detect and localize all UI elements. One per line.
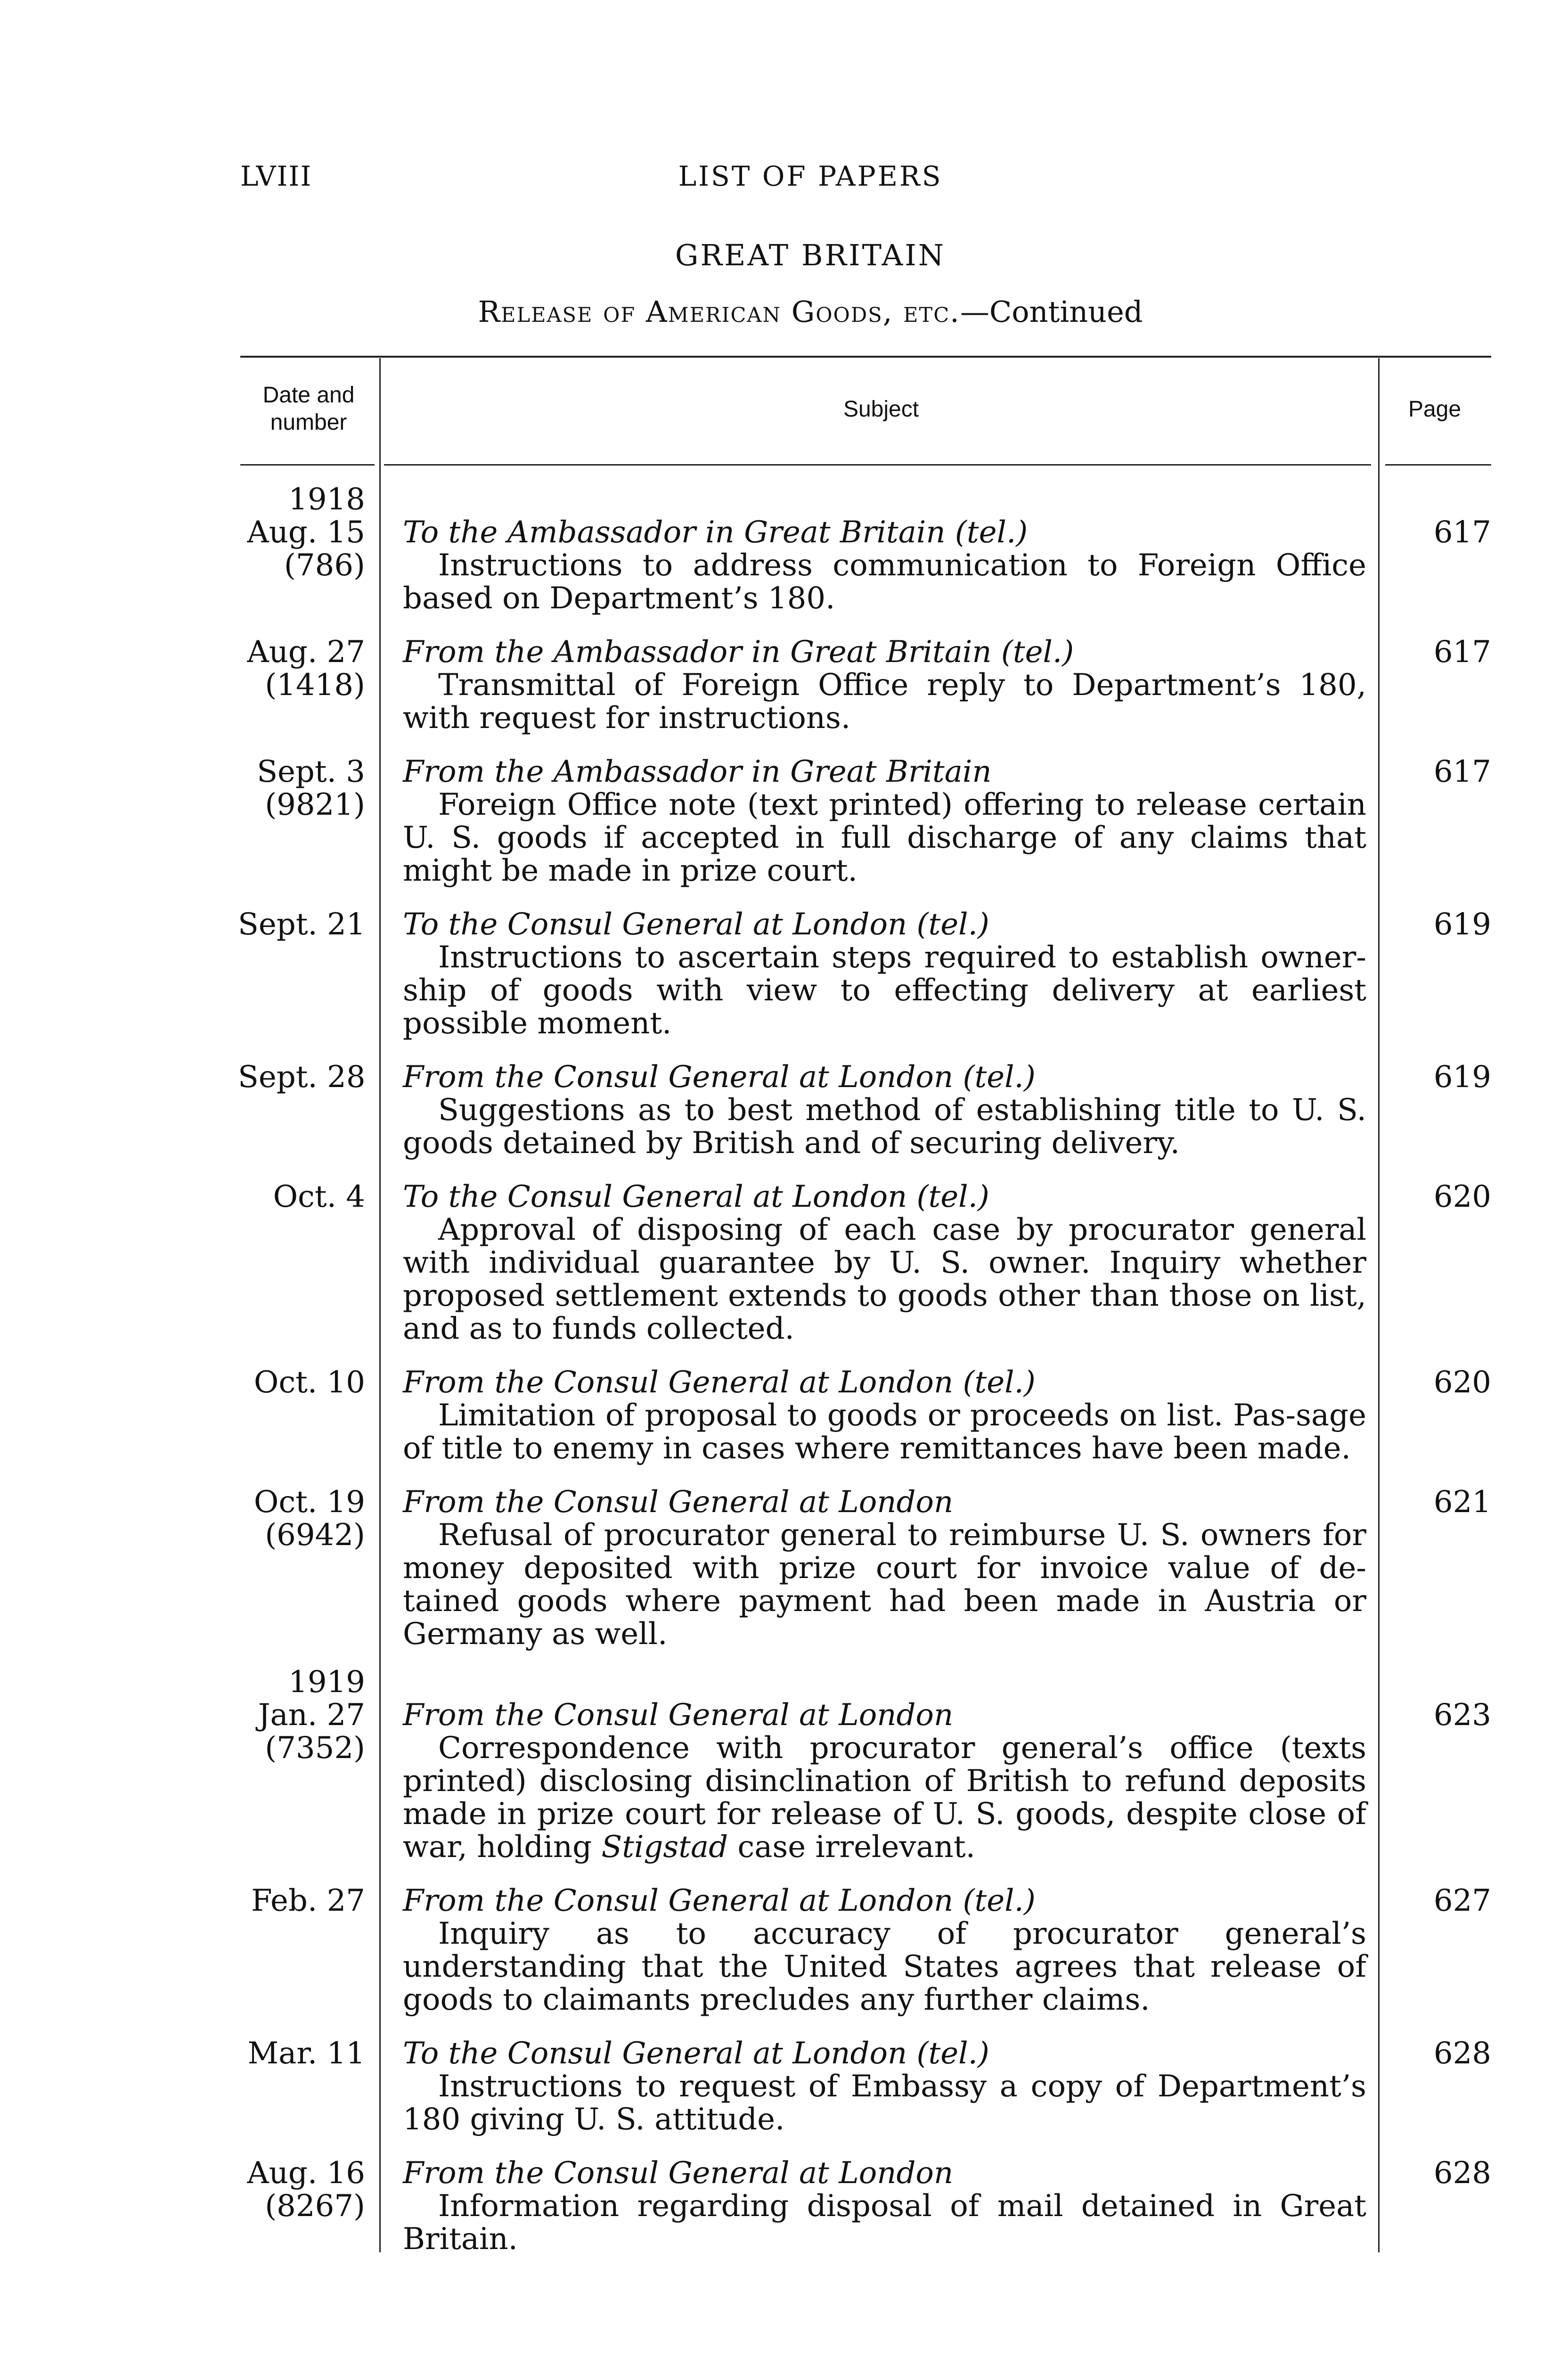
entry-date: Mar. 11 (247, 2036, 365, 2071)
entry-description: Inquiry as to accuracy of procurator general’s understanding that the United States agrees that release of goods to claimants precludes any further claims. (403, 1916, 1366, 2017)
entry-addressee: From the Consul General at London (403, 1485, 954, 1520)
table-row (238, 755, 1491, 887)
entry-page: 619 (1433, 1060, 1491, 1095)
entry-description: Instructions to ascertain steps required to establish owner-ship of goods with view to effecting delivery at earliest possible moment. (403, 940, 1366, 1041)
year-label: 1918 (288, 482, 365, 517)
entry-description (403, 1732, 1366, 1864)
entry-description: Instructions to request of Embassy a copy of Department’s 180 giving U. S. attitude. (403, 2069, 1366, 2137)
entry-page: 619 (1433, 907, 1491, 942)
entry-page: 628 (1433, 2156, 1491, 2191)
entry-date: Oct. 10 (253, 1365, 365, 1400)
entry-date: Aug. 27 (247, 635, 365, 670)
table-row (238, 636, 1491, 735)
entry-date: Oct. 4 (273, 1179, 365, 1214)
header-bottom-rule-subject (384, 464, 1371, 466)
column-header-date: Date and number (262, 383, 355, 435)
entry-number: (6942) (265, 1518, 365, 1553)
entry-page: 628 (1433, 2036, 1491, 2071)
entry-number: (8267) (265, 2189, 365, 2224)
year-label: 1919 (288, 1665, 365, 1700)
page-folio: LVIII (240, 160, 312, 192)
table-row (238, 1366, 1491, 1465)
subsection-continued: —Continued (960, 294, 1143, 329)
entry-page: 620 (1433, 1179, 1491, 1214)
entry-page: 620 (1433, 1365, 1491, 1400)
entry-addressee: To the Ambassador in Great Britain (tel.) (403, 515, 1028, 550)
table-row (238, 2157, 1491, 2256)
entry-date: Aug. 15 (247, 515, 365, 550)
table-row (238, 1699, 1491, 1864)
entry-addressee: From the Consul General at London (tel.) (403, 1365, 1036, 1400)
entry-page: 623 (1433, 1698, 1491, 1733)
section-title: GREAT BRITAIN (675, 238, 946, 272)
entries-list (238, 483, 1491, 2256)
subsection-title (240, 294, 1380, 329)
entry-date: Sept. 3 (257, 754, 365, 789)
column-header-page: Page (1408, 397, 1462, 422)
table-row (238, 1180, 1491, 1345)
entry-addressee: From the Ambassador in Great Britain (tel.) (403, 635, 1074, 670)
entry-description: Foreign Office note (text printed) offering to release certain U. S. goods if accepted in full discharge of any claims that might be made in prize court. (403, 787, 1366, 888)
entry-date: Oct. 19 (253, 1485, 365, 1520)
entry-date: Sept. 28 (238, 1060, 366, 1095)
table-row (238, 516, 1491, 615)
entry-description: Instructions to address communication to Foreign Office based on Department’s 180. (403, 548, 1366, 616)
entry-description: Limitation of proposal to goods or proceeds on list. Pas-sage of title to enemy in cases where remittances have been made. (403, 1398, 1366, 1466)
table-row (238, 908, 1491, 1040)
entry-date: Aug. 16 (247, 2156, 365, 2191)
header-bottom-rule-date (240, 464, 375, 466)
entry-date: Jan. 27 (258, 1698, 365, 1733)
table-row (238, 1061, 1491, 1160)
running-title: LIST OF PAPERS (678, 160, 943, 192)
entry-description: Approval of disposing of each case by procurator general with individual guarantee by U. S. owner. Inquiry whether proposed settlement extends to goods other than those on list, and as to funds collected. (403, 1212, 1366, 1346)
entry-addressee: From the Consul General at London (403, 2156, 954, 2191)
subsection-name: Release of American Goods, etc. (478, 294, 960, 329)
description-tail: case irrelevant. (728, 1830, 975, 1865)
entry-addressee: To the Consul General at London (tel.) (403, 907, 989, 942)
running-head (240, 160, 1380, 198)
entry-page: 617 (1433, 754, 1491, 789)
entry-number: (7352) (265, 1731, 365, 1766)
entry-date: Feb. 27 (251, 1883, 365, 1918)
description-text: Correspondence with procurator general’s office (texts printed) disclosing disinclination of British to refund deposits made in prize court for release of U. S. goods, despite close of war, holding (403, 1731, 1366, 1865)
entry-number: (786) (284, 548, 365, 583)
entry-addressee: To the Consul General at London (tel.) (403, 2036, 989, 2071)
entry-description: Transmittal of Foreign Office reply to Department’s 180, with request for instructions. (403, 668, 1366, 736)
entry-addressee: From the Consul General at London (403, 1698, 954, 1733)
table-row (238, 1884, 1491, 2016)
entry-description: Refusal of procurator general to reimburse U. S. owners for money deposited with prize court for invoice value of de-tained goods where payment had been made in Austria or Germany as well. (403, 1518, 1366, 1652)
entry-number: (9821) (265, 787, 365, 822)
entry-description: Suggestions as to best method of establishing title to U. S. goods detained by British and of securing delivery. (403, 1093, 1366, 1161)
entry-page: 627 (1433, 1883, 1491, 1918)
column-header-subject: Subject (843, 397, 919, 422)
case-name: Stigstad (601, 1830, 728, 1865)
entry-addressee: From the Ambassador in Great Britain (403, 754, 992, 789)
entry-number: (1418) (265, 668, 365, 703)
entry-date: Sept. 21 (238, 907, 366, 942)
entry-page: 617 (1433, 515, 1491, 550)
entry-addressee: To the Consul General at London (tel.) (403, 1179, 989, 1214)
entry-addressee: From the Consul General at London (tel.) (403, 1883, 1036, 1918)
table-row (238, 2037, 1491, 2136)
entry-addressee: From the Consul General at London (tel.) (403, 1060, 1036, 1095)
header-bottom-rule-page (1385, 464, 1491, 466)
table-row (238, 1486, 1491, 1651)
entry-description: Information regarding disposal of mail detained in Great Britain. (403, 2189, 1366, 2257)
entry-page: 621 (1433, 1485, 1491, 1520)
table-top-rule (240, 356, 1491, 358)
entry-page: 617 (1433, 635, 1491, 670)
